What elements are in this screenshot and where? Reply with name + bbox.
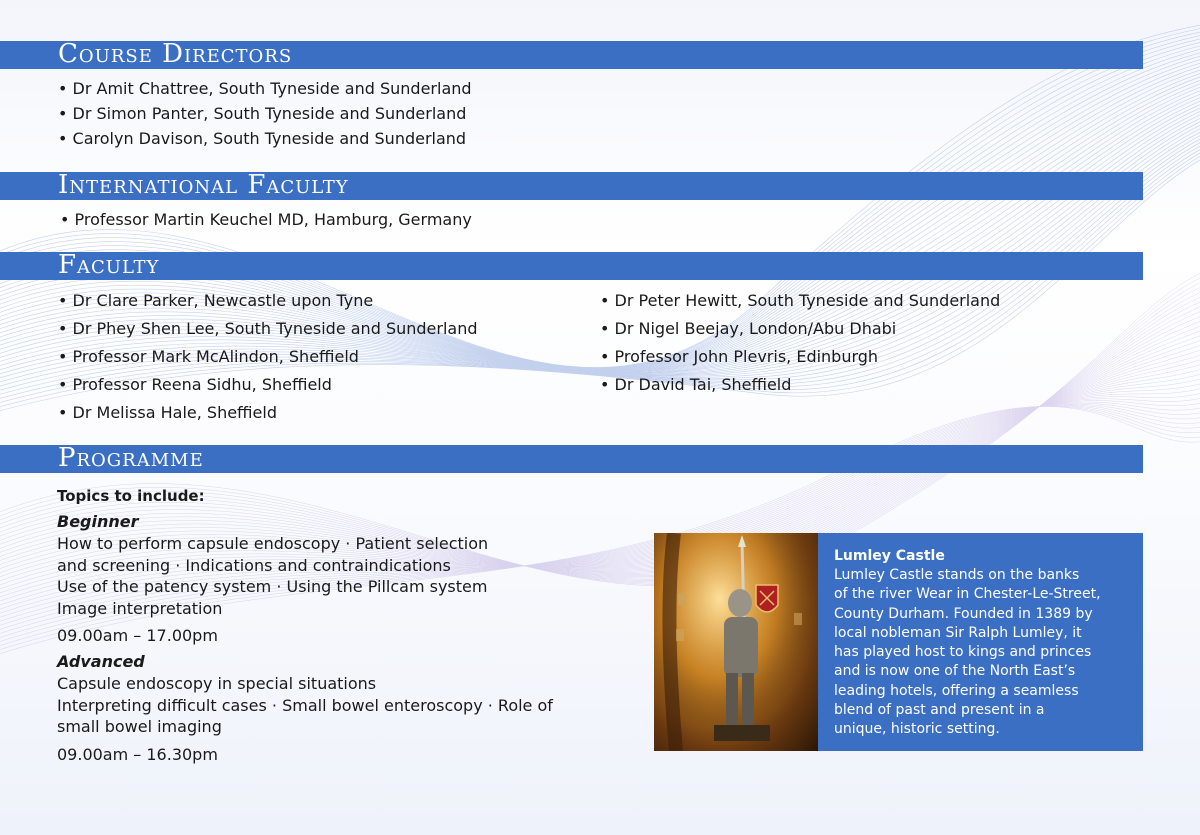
caption-title: Lumley Castle <box>834 548 945 564</box>
beginner-label: Beginner <box>57 512 139 531</box>
advanced-topics <box>57 673 617 738</box>
faculty-list-right <box>600 287 1000 399</box>
programme-title: Programme <box>58 443 204 473</box>
caption-text <box>834 566 1127 740</box>
faculty-list-left <box>58 287 478 427</box>
beginner-topics <box>57 533 617 619</box>
faculty-title: Faculty <box>58 250 160 280</box>
advanced-topic-line: small bowel imaging <box>57 717 222 736</box>
beginner-topic-line: Image interpretation <box>57 598 223 618</box>
faculty-item: • Dr Melissa Hale, Sheffield <box>58 399 478 427</box>
course-directors-list <box>58 76 472 151</box>
course-director-item: • Dr Simon Panter, South Tyneside and Sunderland <box>58 101 472 126</box>
programme-content <box>57 484 617 770</box>
lumley-castle-photo <box>654 533 818 751</box>
faculty-item: • Dr Peter Hewitt, South Tyneside and Sunderland <box>600 287 1000 315</box>
faculty-item: • Professor John Plevris, Edinburgh <box>600 343 1000 371</box>
faculty-item: • Dr Nigel Beejay, London/Abu Dhabi <box>600 315 1000 343</box>
faculty-item: • Professor Reena Sidhu, Sheffield <box>58 371 478 399</box>
beginner-topic-line: and screening · Indications and contraindications <box>57 555 451 575</box>
faculty-item: • Dr David Tai, Sheffield <box>600 371 1000 399</box>
faculty-item: • Professor Mark McAlindon, Sheffield <box>58 343 478 371</box>
caption-line: has played host to kings and princes <box>834 644 1092 661</box>
beginner-topic-line: Use of the patency system · Using the Pillcam system <box>57 577 488 596</box>
advanced-topic-line: Capsule endoscopy in special situations <box>57 674 377 693</box>
caption-line: unique, historic setting. <box>834 721 1000 738</box>
course-director-item: • Carolyn Davison, South Tyneside and Sunderland <box>58 126 472 151</box>
caption-line: leading hotels, offering a seamless <box>834 682 1079 699</box>
advanced-time: 09.00am – 16.30pm <box>57 744 218 764</box>
caption-line: blend of past and present in a <box>834 702 1045 719</box>
advanced-label: Advanced <box>57 652 145 671</box>
caption-line: Lumley Castle stands on the banks <box>834 567 1080 583</box>
lumley-castle-caption <box>818 533 1143 751</box>
beginner-time: 09.00am – 17.00pm <box>57 626 218 645</box>
course-director-item: • Dr Amit Chattree, South Tyneside and Sunderland <box>58 76 472 101</box>
beginner-topic-line: How to perform capsule endoscopy · Patient selection <box>57 534 489 553</box>
international-faculty-title: International Faculty <box>58 170 349 200</box>
international-faculty-item: • Professor Martin Keuchel MD, Hamburg, Germany <box>60 207 472 232</box>
caption-line: of the river Wear in Chester-Le-Street, <box>834 586 1101 603</box>
faculty-item: • Dr Clare Parker, Newcastle upon Tyne <box>58 287 478 315</box>
caption-line: and is now one of the North East’s <box>834 663 1076 680</box>
international-faculty-list <box>60 207 472 232</box>
advanced-topic-line: Interpreting difficult cases · Small bowel enteroscopy · Role of <box>57 695 553 715</box>
faculty-item: • Dr Phey Shen Lee, South Tyneside and Sunderland <box>58 315 478 343</box>
course-directors-title: Course Directors <box>58 39 293 69</box>
caption-line: local nobleman Sir Ralph Lumley, it <box>834 624 1082 641</box>
caption-line: County Durham. Founded in 1389 by <box>834 605 1093 622</box>
topics-heading: Topics to include: <box>57 487 205 505</box>
faculty-bar <box>0 252 1143 280</box>
armour-illustration <box>654 533 818 751</box>
